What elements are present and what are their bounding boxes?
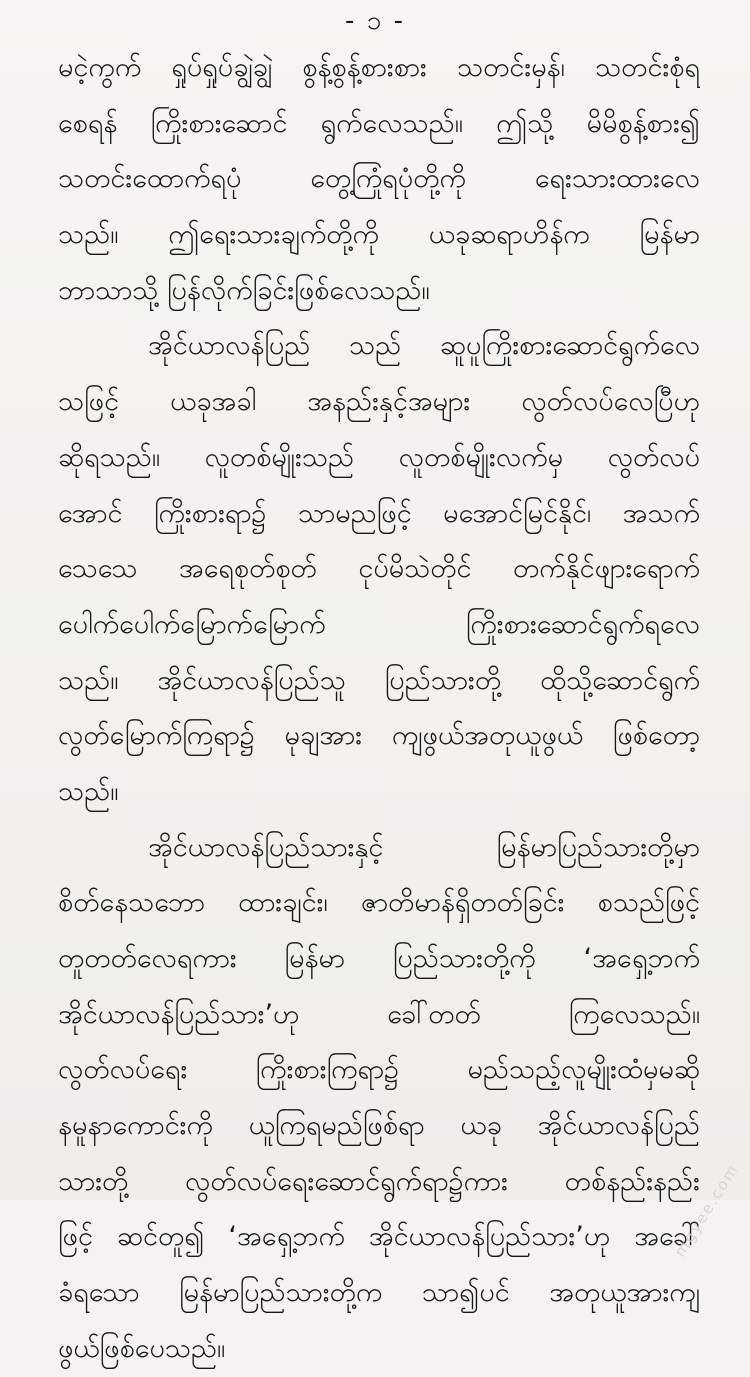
text-line: လွတ်မြောက်ကြရာ၌ မုချအား ကျဖွယ်အတုယူဖွယ် ဖြစ်တော့ [58,720,700,752]
text-line: ခံရသော မြန်မာပြည်သားတို့က သာ၍ပင် အတုယူအားကျ [58,1277,700,1309]
text-line: သေသေ အရေစုတ်စုတ် ငုပ်မိသဲတိုင် တက်နိုင်ဖျားရောက် [58,553,700,585]
text-line: အိုင်ယာလန်ပြည် သည် ဆူပူကြိုးစားဆောင်ရွက်လေ [148,330,700,362]
text-line: သည်။ အိုင်ယာလန်ပြည်သူ ပြည်သားတို့ ထိုသို့ဆောင်ရွက် [58,664,700,696]
text-line: တူတတ်လေရကား မြန်မာ ပြည်သားတို့ကို ‘အရှေ့ဘက် [58,943,700,974]
text-line: သည်။ ဤရေးသားချက်တို့ကို ယခုဆရာဟိန်က မြန်မာ [58,219,700,251]
text-line: အောင် ကြိုးစားရာ၌ သာမညဖြင့် မအောင်မြင်နိုင်၊ အသက် [58,497,700,529]
text-line: ပေါက်ပေါက်မြောက်မြောက် ကြိုးစားဆောင်ရွက်ရလေ [58,608,700,640]
body-text [58,40,700,1377]
text-line: သဖြင့် ယခုအခါ အနည်းနှင့်အများ လွတ်လပ်လေပြီဟု [58,386,700,418]
text-line: ဆိုရသည်။ လူတစ်မျိုးသည် လူတစ်မျိုးလက်မှ လွတ်လပ် [58,441,700,473]
text-line: ဖွယ်ဖြစ်ပေသည်။ [58,1332,226,1364]
watermark-text: mgyee.com [670,1160,742,1261]
page-number: - ၁ - [345,6,405,36]
text-line: ဖြင့် ဆင်တူ၍ ‘အရှေ့ဘက် အိုင်ယာလန်ပြည်သား’ဟု အခေါ် [58,1221,700,1253]
text-line: သားတို့ လွတ်လပ်ရေးဆောင်ရွက်ရာ၌ကား တစ်နည်းနည်း [58,1165,700,1197]
text-line: သည်။ [58,775,119,807]
text-line: လွတ်လပ်ရေး ကြိုးစားကြရာ၌ မည်သည့်လူမျိုးထံမှမဆို [58,1054,700,1086]
text-line: မငဲ့ကွက် ရှုပ်ရှုပ်ချွဲချွဲ စွန့်စွန့်စားစား သတင်းမှန်၊ သတင်းစုံရ [58,52,700,83]
text-line: ဘာသာသို့ ပြန်လိုက်ခြင်းဖြစ်လေသည်။ [58,274,430,306]
text-line: နမူနာကောင်းကို ယူကြရမည်ဖြစ်ရာ ယခု အိုင်ယာလန်ပြည် [58,1110,700,1142]
text-line: စိတ်နေသဘော ထားချင်း၊ ဇာတိမာန်ရှိတတ်ခြင်း စသည်ဖြင့် [58,887,700,919]
text-line: အိုင်ယာလန်ပြည်သားနှင့် မြန်မာပြည်သားတို့မှာ [148,831,700,863]
text-line: အိုင်ယာလန်ပြည်သား’ဟု ခေါ်တတ် ကြလေသည်။ [58,998,700,1030]
text-line: သတင်းထောက်ရပုံ တွေ့ကြုံရပုံတို့ကို ရေးသားထားလေ [58,163,700,195]
text-line: စေရန် ကြိုးစားဆောင် ရွက်လေသည်။ ဤသို့ မိမိစွန့်စား၍ [58,107,700,139]
